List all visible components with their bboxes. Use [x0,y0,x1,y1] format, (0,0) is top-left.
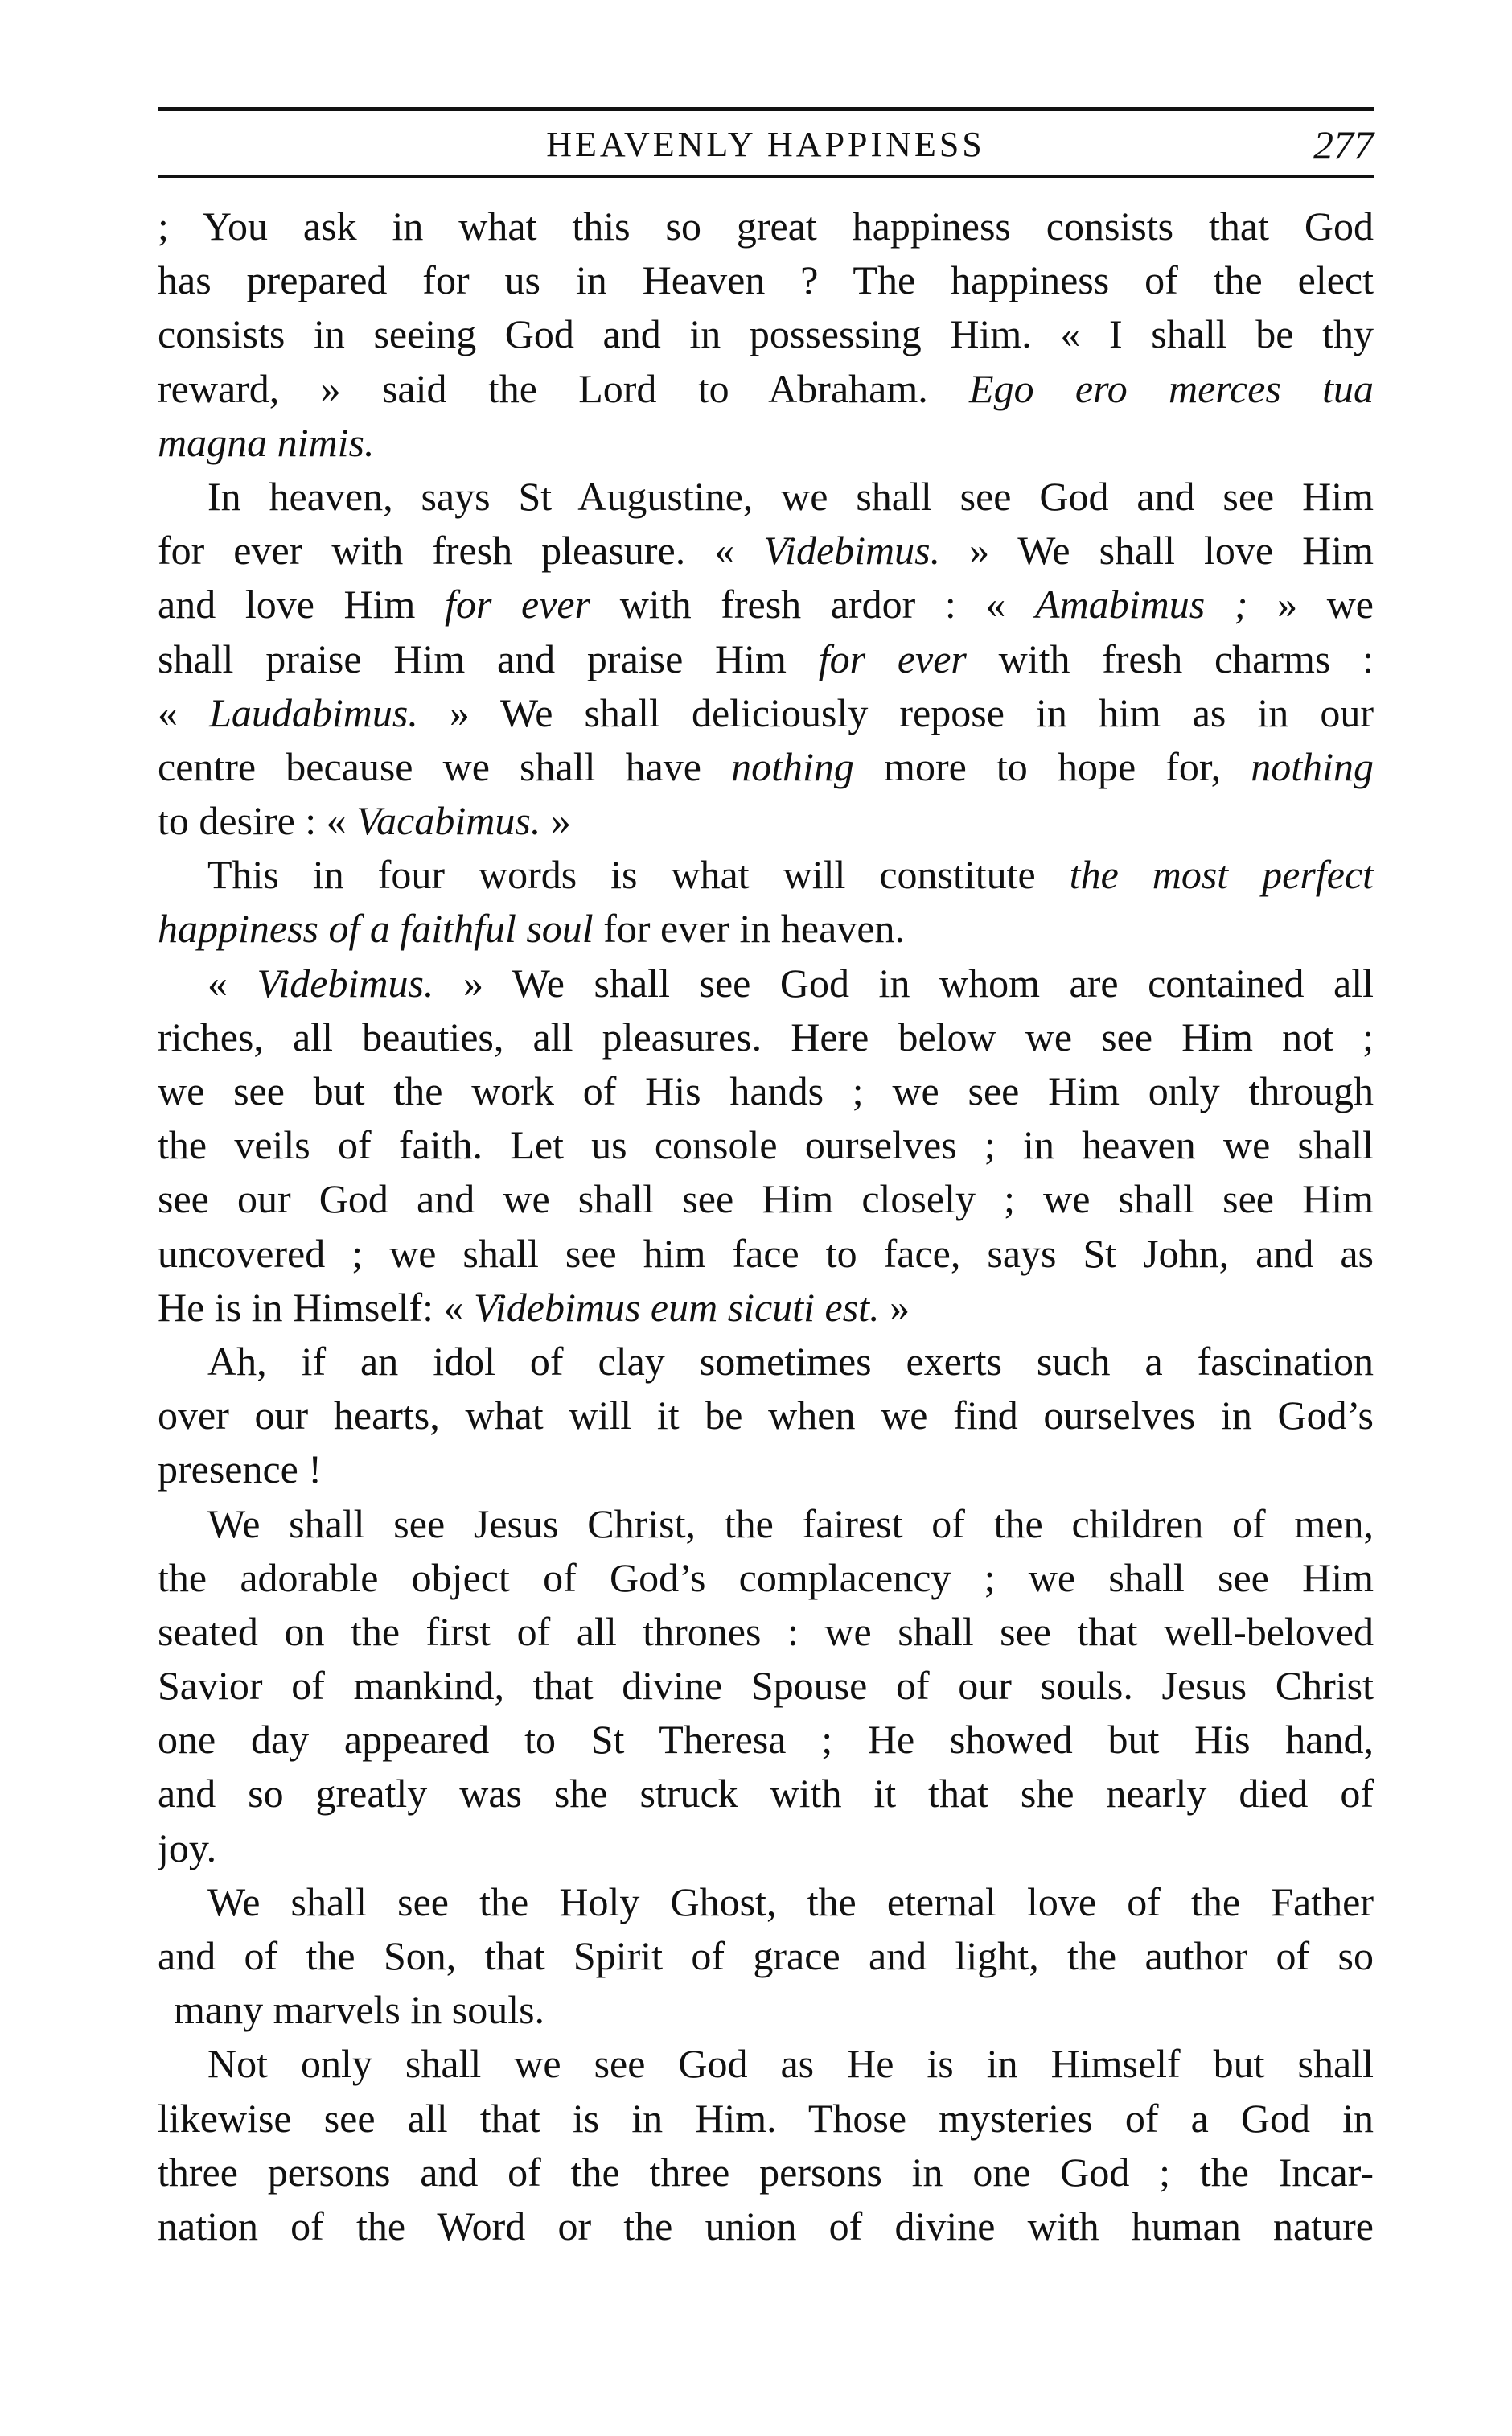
text-line: Not only shall we see God as He is in Himself but shall [207,2041,1374,2087]
body-text [158,200,1374,2253]
text-line: Ah, if an idol of clay sometimes exerts such a fascination [207,1338,1374,1384]
text-line: consists in seeing God and in possessing Him. « I shall be thy [158,311,1374,357]
text-line: for ever with fresh pleasure. « Videbimus. » We shall love Him [158,528,1374,574]
text-line: We shall see the Holy Ghost, the eternal love of the Father [207,1878,1374,1924]
text-line: and love Him for ever with fresh ardor : « Amabimus ; » we [158,582,1374,628]
text-line: has prepared for us in Heaven ? The happiness of the elect [158,257,1374,303]
text-line: This in four words is what will constitute the most perfect [207,852,1374,898]
page-number: 277 [1313,122,1374,167]
text-line: We shall see Jesus Christ, the fairest of the children of men, [207,1500,1374,1546]
text-line: likewise see all that is in Him. Those mysteries of a God in [158,2095,1374,2141]
text-line: we see but the work of His hands ; we see Him only through [158,1068,1374,1113]
running-title: HEAVENLY HAPPINESS [546,125,985,164]
text-line: presence ! [158,1446,323,1492]
text-line: centre because we shall have nothing more to hope for, nothing [158,743,1374,789]
text-line: ; You ask in what this so great happiness consists that God [158,204,1374,249]
header-rule-bottom [158,175,1374,178]
text-line: « Laudabimus. » We shall deliciously repose in him as in our [158,689,1374,735]
text-line: three persons and of the three persons in one God ; the Incar- [158,2149,1374,2195]
text-line: see our God and we shall see Him closely ; we shall see Him [158,1176,1374,1222]
text-line: the veils of faith. Let us console ourselves ; in heaven we shall [158,1122,1374,1168]
text-line: magna nimis. [158,419,375,465]
text-line: riches, all beauties, all pleasures. Here below we see Him not ; [158,1014,1374,1060]
header-rule-top [158,107,1374,111]
text-line: uncovered ; we shall see him face to face, says St John, and as [158,1230,1374,1276]
text-line: and of the Son, that Spirit of grace and light, the author of so [158,1933,1374,1978]
text-line: to desire : « Vacabimus. » [158,798,571,844]
text-line: nation of the Word or the union of divine with human nature [158,2203,1374,2249]
text-line: many marvels in souls. [174,1987,545,2033]
text-line: over our hearts, what will it be when we find ourselves in God’s [158,1393,1374,1438]
text-line: happiness of a faithful soul for ever in heaven. [158,906,906,952]
text-line: Savior of mankind, that divine Spouse of our souls. Jesus Christ [158,1663,1374,1709]
text-line: one day appeared to St Theresa ; He showed but His hand, [158,1717,1374,1763]
text-line: In heaven, says St Augustine, we shall see God and see Him [207,473,1374,519]
text-line: seated on the first of all thrones : we shall see that well-beloved [158,1608,1374,1654]
text-line: joy. [158,1825,217,1870]
text-line: and so greatly was she struck with it that she nearly died of [158,1771,1374,1817]
running-head [158,121,1374,169]
text-line: reward, » said the Lord to Abraham. Ego ero merces tua [158,365,1374,411]
text-line: He is in Himself: « Videbimus eum sicuti est. » [158,1284,910,1330]
text-line: the adorable object of God’s complacency ; we shall see Him [158,1554,1374,1600]
text-line: shall praise Him and praise Him for ever with fresh charms : [158,636,1374,681]
text-line: « Videbimus. » We shall see God in whom are contained all [207,960,1374,1006]
